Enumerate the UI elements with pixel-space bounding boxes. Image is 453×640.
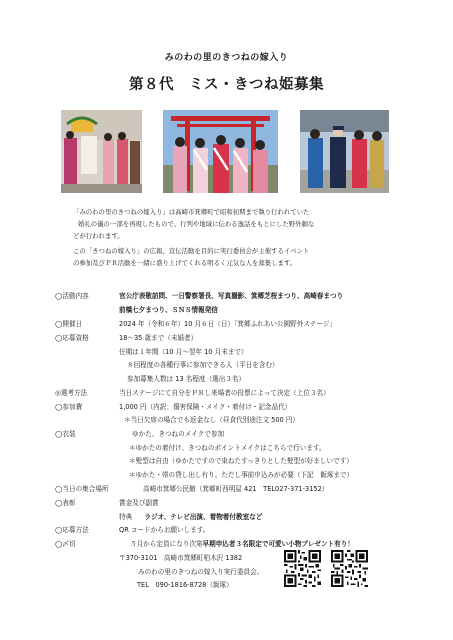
activity-value: 前橋七夕まつり、ＳＮＳ情報発信 — [119, 306, 218, 314]
photo-kimono-women-with-officer — [300, 110, 389, 193]
apply-label: ◯応募方法 — [55, 526, 89, 534]
selection-value: 当日ステージにて自分をＰＲし来場者の投票によって決定（上位３名） — [119, 389, 330, 397]
award-value: 賞金及び副賞 — [119, 499, 159, 507]
costume-value: ゆかた、きつねのメイクで参加 — [132, 430, 225, 438]
qualification-value: 任期は１年間（10 月～翌年 10 月末まで） — [119, 348, 248, 356]
intro-line: 婚礼の儀の一部を再現したもので、行列や地域に伝わる逸話をもとにした野外劇な — [78, 220, 315, 228]
qr-code-icon[interactable] — [331, 550, 368, 587]
meeting-value: 高崎市箕郷公民館（箕郷町西明屋 421 TEL027-371-3152） — [143, 485, 329, 493]
award-label: ◯表彰 — [55, 499, 76, 507]
costume-note: ＊ゆかたの着付け、きつねのポイントメイクはこちらで行います。 — [129, 444, 326, 452]
qr-code-icon[interactable] — [284, 550, 321, 587]
activity-label: ◯活動内容 — [55, 292, 89, 300]
contact-organization: みのわの里のきつねの嫁入り実行委員会。 — [138, 568, 264, 576]
award-value — [119, 512, 262, 522]
date-label: ◯開催日 — [55, 320, 83, 328]
qualification-label: ◯応募資格 — [55, 334, 89, 342]
intro-line: 「みのわの里のきつねの嫁入り」は高崎市箕郷町で昭和初期まで執り行われていた — [73, 208, 310, 216]
page-title: 第８代 ミス・きつね姫募集 — [129, 77, 324, 93]
deadline-value — [130, 539, 354, 549]
activity-value: 官公庁表敬訪問、一日警察署長、写真撮影、箕郷芝桜まつり、高崎春まつり — [119, 292, 344, 300]
costume-note: ＊髪型は自由（ゆかたですので束ねたすっきりとした髪型が好ましいです） — [129, 457, 353, 465]
photo-red-torii-gate-with-sashes — [163, 110, 278, 193]
intro-line: の参加及びＰＲ活動を一緒に盛り上げてくれる明るく元気な人を募集します。 — [73, 259, 297, 267]
date-value: 2024 年（令和６年）10 月６日（日）「箕郷ふれあい公園野外ステージ」 — [119, 320, 337, 328]
fee-value: 1,000 円（内訳：傷害保険・メイク・着付け・記念品代） — [119, 403, 292, 411]
deadline-label: ◯〆切 — [55, 540, 76, 548]
costume-label: ◯衣装 — [55, 430, 76, 438]
fee-note: ＊当日欠席の場合でも返金なし（昼食代別途注文 500 円） — [124, 416, 300, 424]
meeting-label: ◯当日の集合場所 — [55, 485, 109, 493]
costume-note: ＊ゆかた・帯の貸し出し有り、ただし事前申込みが必要（下記 飯塚まで） — [129, 471, 354, 479]
apply-value: QR コードからお願いします。 — [119, 526, 210, 534]
contact-address: 〒370-3101 高崎市箕郷町柏木沢 1382 — [119, 554, 243, 562]
award-perk-value: ラジオ、テレビ出演、着物着付教室など — [144, 513, 263, 521]
deadline-bonus: 早期申込者３名限定で可愛い小物プレゼント有り！ — [202, 540, 354, 548]
intro-line: どが行われます。 — [73, 232, 124, 240]
qualification-value: ８回程度の各種行事に参加できる人（平日を含む） — [127, 361, 279, 369]
photo-kimono-women-with-mascot — [61, 110, 142, 193]
fee-label: ◯参加費 — [55, 403, 83, 411]
qualification-value: 18～35 歳まで（未婚者） — [119, 334, 198, 342]
award-perk-label: 特典 — [119, 513, 133, 521]
deadline-text: ５月から定員になり次第 — [130, 540, 203, 548]
selection-label: ◎選考方法 — [55, 389, 88, 397]
qualification-value: 参加募集人数は 13 名程度（選出３名） — [127, 375, 246, 383]
event-subtitle: みのわの里のきつねの嫁入り — [164, 53, 289, 63]
contact-tel: TEL 090-1816-8728（飯塚） — [137, 581, 233, 589]
intro-line: この「きつねの嫁入り」の広報、宣伝活動を目的に実行委員会が主催するイベント — [73, 247, 310, 255]
